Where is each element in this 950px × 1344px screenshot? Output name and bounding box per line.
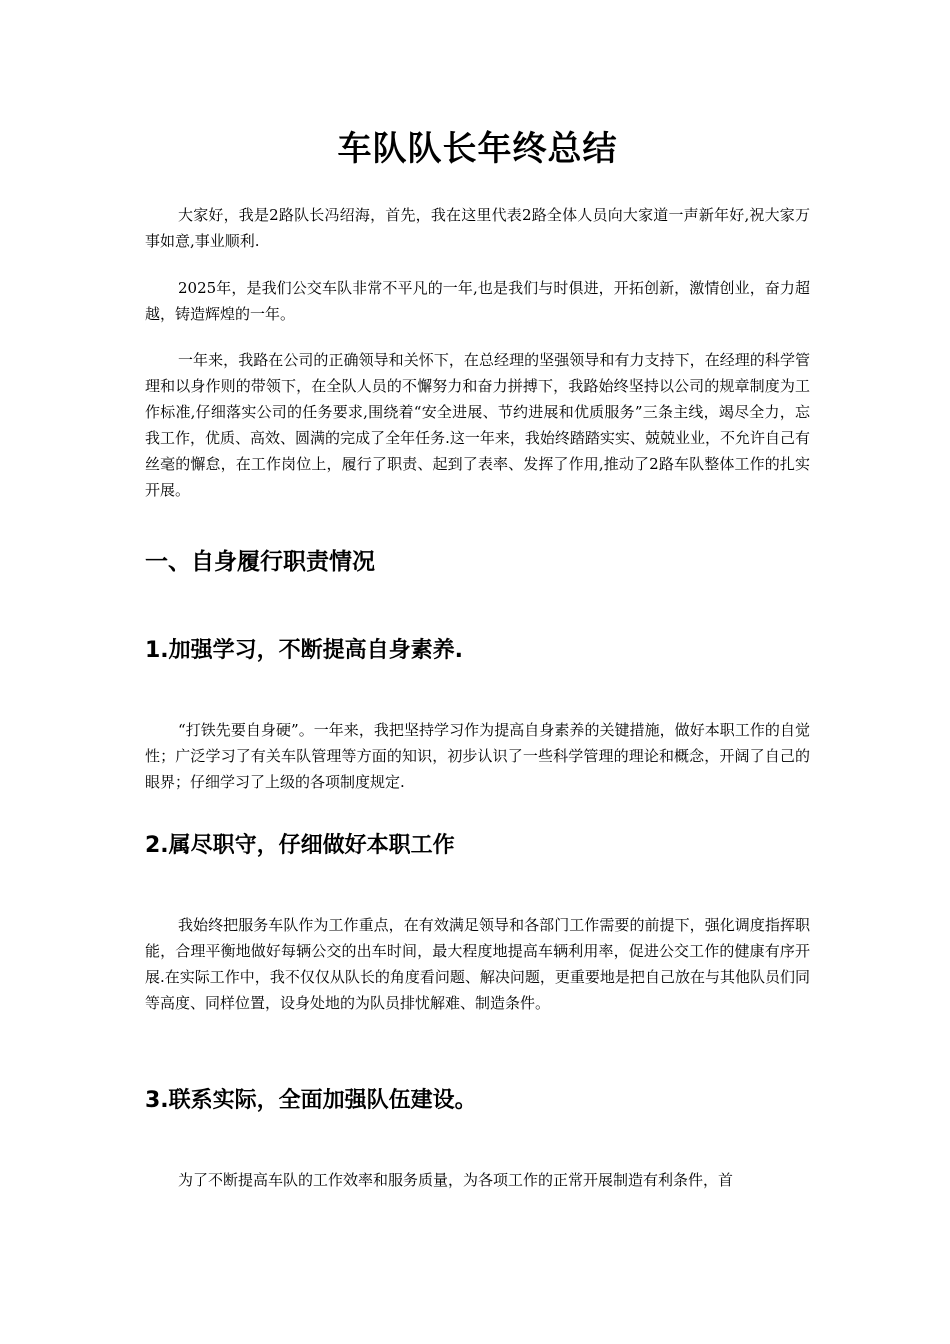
subsection-paragraph: “打铁先要自身硬”。一年来，我把坚持学习作为提高自身素养的关键措施，做好本职工作的自觉性；广泛学习了有关车队管理等方面的知识，初步认识了一些科学管理的理论和概念，开阔了自己的眼界；仔细学习了上级的各项制度规定. <box>145 721 810 791</box>
document-title: 车队队长年终总结 <box>337 129 618 169</box>
subsection-heading: 3.联系实际，全面加强队伍建设。 <box>145 1088 477 1113</box>
section-heading: 一、自身履行职责情况 <box>145 549 375 575</box>
subsection-heading: 2.属尽职守，仔细做好本职工作 <box>145 833 455 858</box>
subsection-heading: 1.加强学习，不断提高自身素养. <box>145 638 464 663</box>
intro-paragraph: 一年来，我路在公司的正确领导和关怀下，在总经理的坚强领导和有力支持下，在经理的科学管理和以身作则的带领下，在全队人员的不懈努力和奋力拼搏下，我路始终坚持以公司的规章制度为工作标准,仔细落实公司的任务要求,围绕着“安全进展、节约进展和优质服务”三条主线，竭尽全力，忘我工作，优质、高效、圆满的完成了全年任务.这一年来，我始终踏踏实实、兢兢业业，不允许自己有丝毫的懈怠，在工作岗位上，履行了职责、起到了表率、发挥了作用,推动了2路车队整体工作的扎实开展。 <box>145 351 810 499</box>
intro-paragraph: 2025年，是我们公交车队非常不平凡的一年,也是我们与时俱进，开拓创新，激情创业，奋力超越，铸造辉煌的一年。 <box>145 279 810 323</box>
subsection-paragraph: 为了不断提高车队的工作效率和服务质量，为各项工作的正常开展制造有利条件，首 <box>178 1171 734 1189</box>
intro-paragraph: 大家好，我是2路队长冯绍海，首先，我在这里代表2路全体人员向大家道一声新年好,祝大家万事如意,事业顺利. <box>145 206 810 250</box>
document-page <box>145 0 810 1344</box>
subsection-paragraph: 我始终把服务车队作为工作重点，在有效满足领导和各部门工作需要的前提下，强化调度指挥职能，合理平衡地做好每辆公交的出车时间，最大程度地提高车辆利用率，促进公交工作的健康有序开展.在实际工作中，我不仅仅从队长的角度看问题、解决问题，更重要地是把自己放在与其他队员们同等高度、同样位置，设身处地的为队员排忧解难、制造条件。 <box>145 916 810 1012</box>
